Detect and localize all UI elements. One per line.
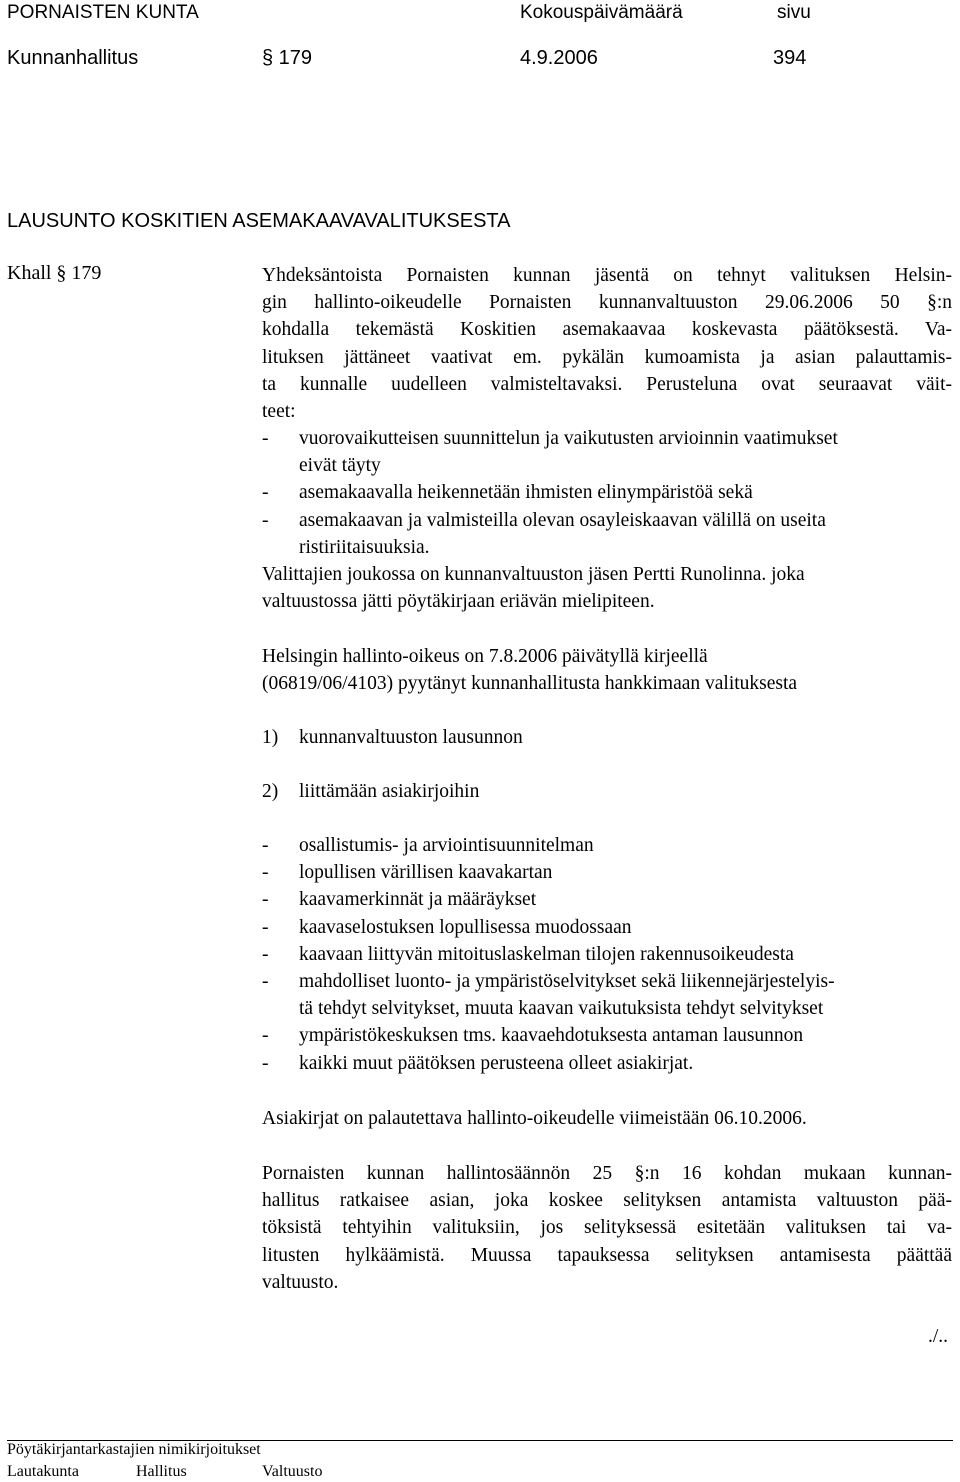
paragraph-appeal bbox=[262, 262, 952, 425]
date-label: Kokouspäivämäärä bbox=[520, 2, 683, 23]
attachments-list bbox=[262, 832, 952, 1077]
paragraph-appellants bbox=[262, 561, 952, 615]
text-line: (06819/06/4103) pyytänyt kunnanhallitusta hankkimaan valituksesta bbox=[262, 673, 798, 695]
text-line: litusten hylkäämistä. Muussa tapauksessa selityksen antamisesta päättää bbox=[262, 1244, 952, 1266]
list-item: - mahdolliset luonto- ja ympäristöselvitykset sekä liikennejärjestelyis- bbox=[262, 970, 835, 992]
page-number: 394 bbox=[773, 47, 807, 69]
text-line: kohdalla tekemästä Koskitien asemakaavaa koskevasta päätöksestä. Va- bbox=[262, 319, 952, 341]
section-reference: Khall § 179 bbox=[7, 262, 102, 284]
text-line: Asiakirjat on palautettava hallinto-oikeudelle viimeistään 06.10.2006. bbox=[262, 1108, 807, 1129]
item-number: 2) bbox=[262, 781, 279, 802]
text-line: ta kunnalle uudelleen valmisteltavaksi. Perusteluna ovat seuraavat väit- bbox=[262, 373, 952, 395]
text-line: teet: bbox=[262, 400, 296, 422]
paragraph-rules bbox=[262, 1160, 952, 1296]
list-item: - osallistumis- ja arviointisuunnitelman bbox=[262, 835, 594, 856]
numbered-item bbox=[262, 778, 952, 805]
list-item: - kaavaselostuksen lopullisessa muodossaan bbox=[262, 916, 632, 938]
item-text: kunnanvaltuuston lausunnon bbox=[299, 727, 523, 748]
list-item: - asemakaavan ja valmisteilla olevan osayleiskaavan välillä on useita bbox=[262, 509, 826, 531]
claims-list bbox=[262, 425, 952, 561]
text-line: Yhdeksäntoista Pornaisten kunnan jäsentä on tehnyt valituksen Helsin- bbox=[262, 265, 952, 286]
footer-body-board: Lautakunta bbox=[7, 1463, 79, 1480]
text-line: gin hallinto-oikeudelle Pornaisten kunnanvaltuuston 29.06.2006 50 §:n bbox=[262, 292, 952, 314]
continuation-mark: ./.. bbox=[928, 1326, 949, 1347]
item-text: liittämään asiakirjoihin bbox=[299, 781, 480, 802]
list-item: - asemakaavalla heikennetään ihmisten elinympäristöä sekä bbox=[262, 482, 753, 504]
item-number: 1) bbox=[262, 727, 279, 748]
body-name: Kunnanhallitus bbox=[7, 47, 139, 69]
text-line: töksistä tehtyihin valituksiin, jos selityksessä esitetään valituksen tai va- bbox=[262, 1217, 952, 1239]
text-line: Valittajien joukossa on kunnanvaltuuston jäsen Pertti Runolinna. joka bbox=[262, 564, 805, 585]
paragraph-court-request bbox=[262, 643, 952, 697]
footer-body-government: Hallitus bbox=[136, 1463, 187, 1480]
list-item: - vuorovaikutteisen suunnittelun ja vaikutusten arvioinnin vaatimukset bbox=[262, 428, 838, 449]
list-item: - lopullisen värillisen kaavakartan bbox=[262, 862, 553, 884]
meeting-date: 4.9.2006 bbox=[520, 47, 598, 69]
list-item-continuation: tä tehdyt selvitykset, muuta kaavan vaikutuksista tehdyt selvitykset bbox=[299, 998, 824, 1020]
municipality-name: PORNAISTEN KUNTA bbox=[7, 2, 199, 23]
list-item: - ympäristökeskuksen tms. kaavaehdotuksesta antaman lausunnon bbox=[262, 1025, 804, 1047]
text-line: Pornaisten kunnan hallintosäännön 25 §:n 16 kohdan mukaan kunnan- bbox=[262, 1163, 952, 1184]
text-line: lituksen jättäneet vaativat em. pykälän kumoamista ja asian palauttamis- bbox=[262, 346, 952, 368]
list-item: - kaavaan liittyvän mitoituslaskelman tilojen rakennusoikeudesta bbox=[262, 943, 794, 965]
signatures-label: Pöytäkirjantarkastajien nimikirjoitukset bbox=[7, 1441, 261, 1458]
list-item-continuation: ristiriitaisuuksia. bbox=[299, 536, 430, 558]
numbered-item bbox=[262, 724, 952, 751]
page-label: sivu bbox=[777, 2, 811, 23]
list-item: - kaavamerkinnät ja määräykset bbox=[262, 889, 537, 911]
section-number: § 179 bbox=[262, 47, 313, 69]
document-title: LAUSUNTO KOSKITIEN ASEMAKAAVAVALITUKSESTA bbox=[7, 210, 511, 232]
list-item-continuation: eivät täyty bbox=[299, 455, 381, 477]
text-line: Helsingin hallinto-oikeus on 7.8.2006 päivätyllä kirjeellä bbox=[262, 646, 708, 667]
deadline-paragraph bbox=[262, 1105, 952, 1132]
list-item: - kaikki muut päätöksen perusteena olleet asiakirjat. bbox=[262, 1052, 694, 1074]
footer-body-council: Valtuusto bbox=[262, 1463, 323, 1480]
text-line: hallitus ratkaisee asian, joka koskee selityksen antamista valtuuston pää- bbox=[262, 1190, 952, 1212]
text-line: valtuustossa jätti pöytäkirjaan eriävän mielipiteen. bbox=[262, 591, 655, 613]
text-line: valtuusto. bbox=[262, 1271, 339, 1293]
